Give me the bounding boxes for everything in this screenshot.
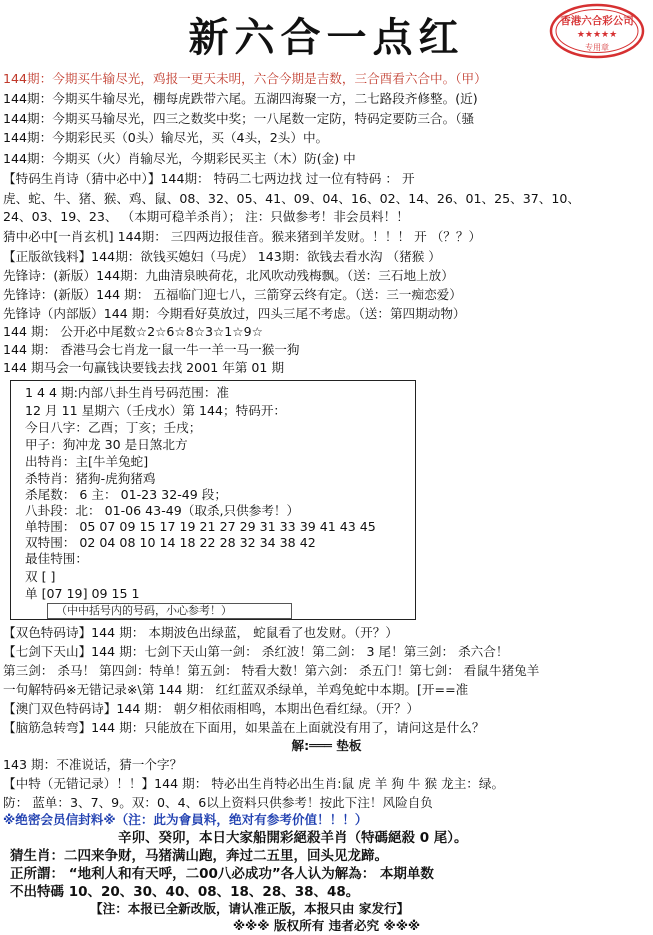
text-line: 144 期马会一句赢钱诀要钱去找 2001 年第 01 期 — [3, 360, 285, 375]
text-line: 【特码生肖诗（猜中必中）】144期： 特码二七两边找 过一位有特码 ： 开 — [3, 171, 415, 186]
text-line: 【脑筋急转弯】144 期：只能放在下面用，如果盖在上面就没有用了，请问这是什么？ — [3, 720, 485, 735]
box-line: 12 月 11 星期六（壬戌水）第 144；特码开： — [25, 403, 287, 418]
box-line: 八卦段：北： 01-06 43-49（取杀,只供参考！） — [25, 503, 300, 518]
text-line: 不出特碼 10、20、30、40、08、18、28、38、48。 — [10, 884, 360, 900]
text-line: 猜中必中[一肖玄机] 144期： 三四两边报佳音。猴来猪到羊发财。！！！ 开 （？？） — [3, 229, 482, 244]
riddle-answer: 解:═══ 垫板 — [291, 738, 362, 753]
text-line: 【澳门双色特码诗】144 期： 朝夕相依雨相鸣，本期出色看红绿。（开？） — [3, 701, 420, 716]
text-line: 第三剑： 杀马！ 第四剑：特单！第五剑： 特看大数！第六剑： 杀五门！第七剑： 看鼠牛猪兔羊 — [3, 663, 540, 678]
text-line: 144期：今期彩民买（0头）输尽光，买（4头，2头）中。 — [3, 130, 329, 145]
text-line: 144 期： 香港马会七肖龙一鼠一牛一羊一马一猴一狗 — [3, 342, 300, 357]
text-line: 144期：今期买（火）肖输尽光，今期彩民买主（木）防(金) 中 — [3, 151, 356, 166]
svg-text:专用章: 专用章 — [585, 43, 609, 52]
box-line: 双特围： 02 04 08 10 14 18 22 28 32 34 38 42 — [25, 535, 316, 550]
text-line: 144期：今期买牛输尽光，棚每虎跌带六尾。五湖四海聚一方，二七路段齐修整。(近) — [3, 91, 478, 106]
company-seal — [548, 2, 646, 60]
box-hint: （中中括号内的号码，小心参考！） — [47, 603, 292, 619]
text-line: 正所謂： “地利人和有天呼，二00八必成功”各人认为解為： 本期单数 — [10, 866, 434, 882]
text-line: 先锋诗：(新版）144 期： 五福临门迎七八，三箭穿云终有定。（送：三一痴恋爱） — [3, 287, 462, 302]
copyright-line: ※※※ 版权所有 违者必究 ※※※ — [232, 918, 421, 933]
box-line: 单 [07 19] 09 15 1 — [25, 586, 140, 601]
box-line: 1 4 4 期:内部八卦生肖号码范围：准 — [25, 385, 230, 400]
text-line: 防： 蓝单：3、7、9。双：0、4、6以上资料只供参考！按此下注！风险自负 — [3, 795, 433, 810]
text-line: 虎、蛇、牛、猪、猴、鸡、鼠、08、32、05、41、09、04、16、02、14、26、01、25、37、10、 — [3, 191, 580, 206]
text-line: 144期：今期买马输尽光，四三之数奖中奖；一八尾数一定防，特码定要防三合。（骚 — [3, 111, 475, 126]
svg-text:香港六合彩公司: 香港六合彩公司 — [560, 15, 634, 27]
text-line: 先锋诗（内部版）144 期：今期看好莫放过，四头三尾不考虑。（送：第四期动物） — [3, 306, 466, 321]
box-line: 双 [ ] — [25, 569, 56, 584]
text-line: 【双色特码诗】144 期： 本期波色出绿蓝， 蛇鼠看了也发财。（开？） — [3, 625, 398, 640]
text-line: 143 期：不准说话，猜一个字？ — [3, 757, 183, 772]
box-line: 杀特肖：猪狗-虎狗猪鸡 — [25, 471, 156, 486]
text-line: 猜生肖：二四来争财，马猪满山跑，奔过二五里，回头见龙蹄。 — [10, 848, 388, 864]
text-line: 一句解特码※无错记录※\第 144 期： 红红蓝双杀绿单，羊鸡兔蛇中本期。[开==准 — [3, 682, 469, 697]
text-line: 辛卯、癸卯，本日大家船開彩絕殺羊肖（特碼絕殺 0 尾）。 — [118, 830, 468, 846]
text-line: 24、03、19、23、 （本期可稳羊杀肖）； 注：只做参考！非会员料！！ — [3, 209, 409, 224]
text-line: 144 期： 公开必中尾数☆2☆6☆8☆3☆1☆9☆ — [3, 324, 263, 339]
svg-text:★★★★★: ★★★★★ — [576, 30, 618, 40]
bagua-range-box — [10, 380, 416, 620]
text-line: 【七剑下天山】144 期：七剑下天山第一剑： 杀红波！第二剑： 3 尾！第三剑： 杀六合！ — [3, 644, 509, 659]
box-line: 甲子：狗冲龙 30 是日煞北方 — [25, 437, 188, 452]
text-line: 144期：今期买牛输尽光，鸡报一更天未明，六合今期是吉数，三合酉看六合中。（甲） — [3, 71, 487, 86]
text-line: 先锋诗：(新版）144期：九曲清泉映荷花，北风吹动残梅飘。（送：三石地上放） — [3, 268, 454, 283]
text-line: 【正版欲钱料】144期：欲钱买媳妇（马虎） 143期：欲钱去看水沟 （猪猴 ） — [3, 249, 441, 264]
box-line: 今日八字：乙酉；丁亥；壬戌； — [25, 420, 202, 435]
page-title: 新六合一点红 — [188, 14, 465, 61]
member-notice: ※绝密会员信封料※（注：此为會員料，绝对有参考价值！！！） — [3, 812, 368, 827]
box-line: 出特肖：主[牛羊兔蛇] — [25, 454, 149, 469]
footer-notice: 【注：本报已全新改版，请认准正版，本报只由 家发行】 — [90, 901, 410, 916]
box-line: 最佳特围： — [25, 551, 88, 566]
box-line: 杀尾数： 6 主： 01-23 32-49 段； — [25, 487, 227, 502]
box-line: 单特围： 05 07 09 15 17 19 21 27 29 31 33 39 41 43 45 — [25, 519, 376, 534]
text-line: 【中特（无错记录）！！】144 期： 特必出生肖特必出生肖:鼠 虎 羊 狗 牛 猴 龙主：绿。 — [3, 776, 505, 791]
